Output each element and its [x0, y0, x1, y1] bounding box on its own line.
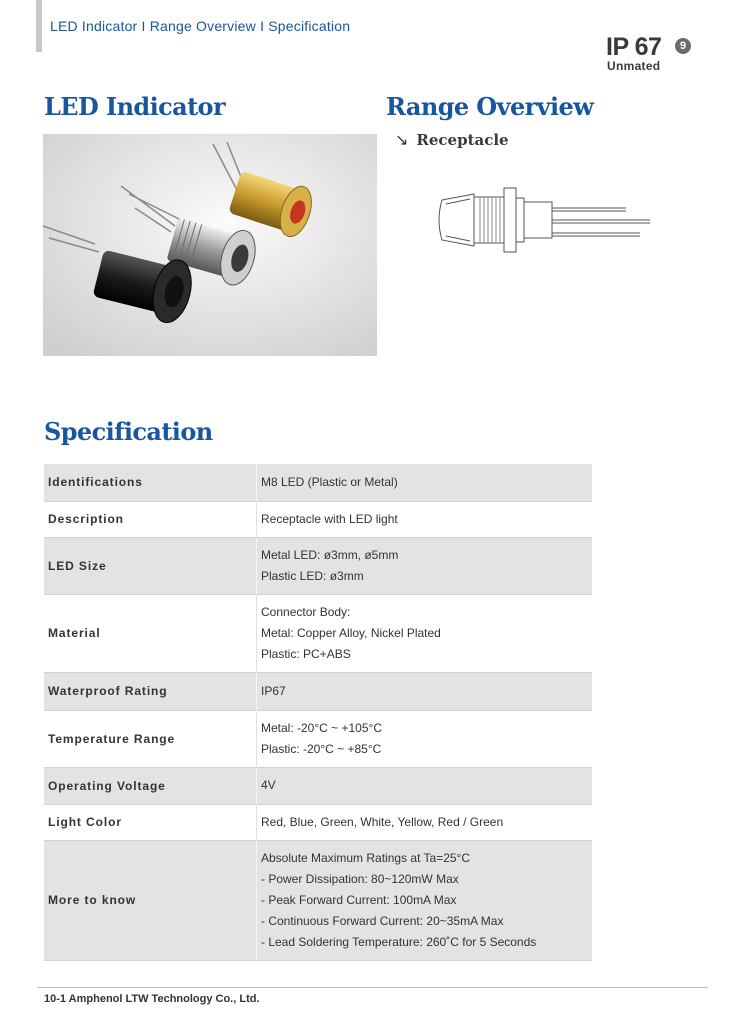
- spec-key: Operating Voltage: [44, 767, 257, 804]
- spec-value-line: - Lead Soldering Temperature: 260˚C for 5 Seconds: [261, 934, 537, 949]
- spec-value-line: Metal LED: ø3mm, ø5mm: [261, 547, 399, 562]
- spec-value-line: Plastic: PC+ABS: [261, 646, 351, 661]
- spec-value-line: Red, Blue, Green, White, Yellow, Red / Green: [261, 814, 504, 829]
- range-overview-heading: Range Overview: [386, 92, 594, 121]
- spec-value: [257, 672, 593, 710]
- spec-value: [257, 710, 593, 767]
- spec-value-line: 4V: [261, 778, 276, 792]
- spec-value-line: - Power Dissipation: 80~120mW Max: [261, 871, 459, 886]
- spec-value: [257, 840, 593, 960]
- footer-text: 10-1 Amphenol LTW Technology Co., Ltd.: [44, 993, 260, 1005]
- spec-key: Light Color: [48, 815, 122, 829]
- spec-value: [257, 767, 593, 804]
- spec-row: [44, 594, 592, 672]
- spec-value-line: M8 LED (Plastic or Metal): [261, 474, 398, 489]
- spec-row: [44, 840, 592, 960]
- spec-key: Identifications: [44, 464, 257, 501]
- spec-row: [44, 804, 592, 840]
- spec-value-line: Metal: Copper Alloy, Nickel Plated: [261, 625, 441, 640]
- spec-row: [44, 537, 592, 594]
- spec-value: [257, 464, 593, 501]
- spec-row: [44, 672, 592, 710]
- header-accent-bar: [36, 0, 42, 52]
- receptacle-label: Receptacle: [416, 131, 509, 149]
- spec-value-line: Connector Body:: [261, 604, 351, 619]
- spec-value: [257, 594, 593, 672]
- spec-key: LED Size: [44, 537, 257, 594]
- spec-value: [257, 804, 593, 840]
- spec-row: [44, 710, 592, 767]
- ip-rating-badge: 9: [675, 38, 691, 54]
- spec-row: [44, 767, 592, 804]
- spec-value-line: Plastic LED: ø3mm: [261, 568, 364, 583]
- led-indicator-heading: LED Indicator: [44, 92, 226, 121]
- spec-value-line: - Peak Forward Current: 100mA Max: [261, 892, 457, 907]
- spec-value-line: Metal: -20°C ~ +105°C: [261, 720, 382, 735]
- specification-heading: Specification: [44, 417, 213, 446]
- spec-value-line: Plastic: -20°C ~ +85°C: [261, 741, 382, 756]
- spec-key: Waterproof Rating: [44, 672, 257, 710]
- receptacle-drawing: [430, 180, 660, 260]
- breadcrumb: LED Indicator I Range Overview I Specification: [50, 18, 351, 34]
- arrow-down-right-icon: ↘: [395, 132, 409, 149]
- spec-key: Temperature Range: [48, 731, 176, 746]
- spec-value-line: Absolute Maximum Ratings at Ta=25°C: [261, 850, 471, 865]
- ip-rating-subtitle: Unmated: [607, 59, 661, 73]
- footer-divider: [38, 987, 708, 988]
- spec-value-line: - Continuous Forward Current: 20~35mA Max: [261, 913, 504, 928]
- spec-row: [44, 501, 592, 537]
- spec-value: [257, 501, 593, 537]
- spec-key: Description: [48, 512, 124, 526]
- specification-table: [44, 464, 592, 961]
- spec-value: [257, 537, 593, 594]
- led-indicator-product-photo: [43, 134, 377, 356]
- spec-value-line: IP67: [261, 683, 286, 698]
- ip-rating-title: IP 67: [606, 33, 662, 61]
- receptacle-row: [395, 130, 509, 150]
- spec-key: More to know: [44, 840, 257, 960]
- spec-row: [44, 464, 592, 501]
- spec-key: Material: [48, 626, 101, 640]
- spec-value-line: Receptacle with LED light: [261, 511, 398, 526]
